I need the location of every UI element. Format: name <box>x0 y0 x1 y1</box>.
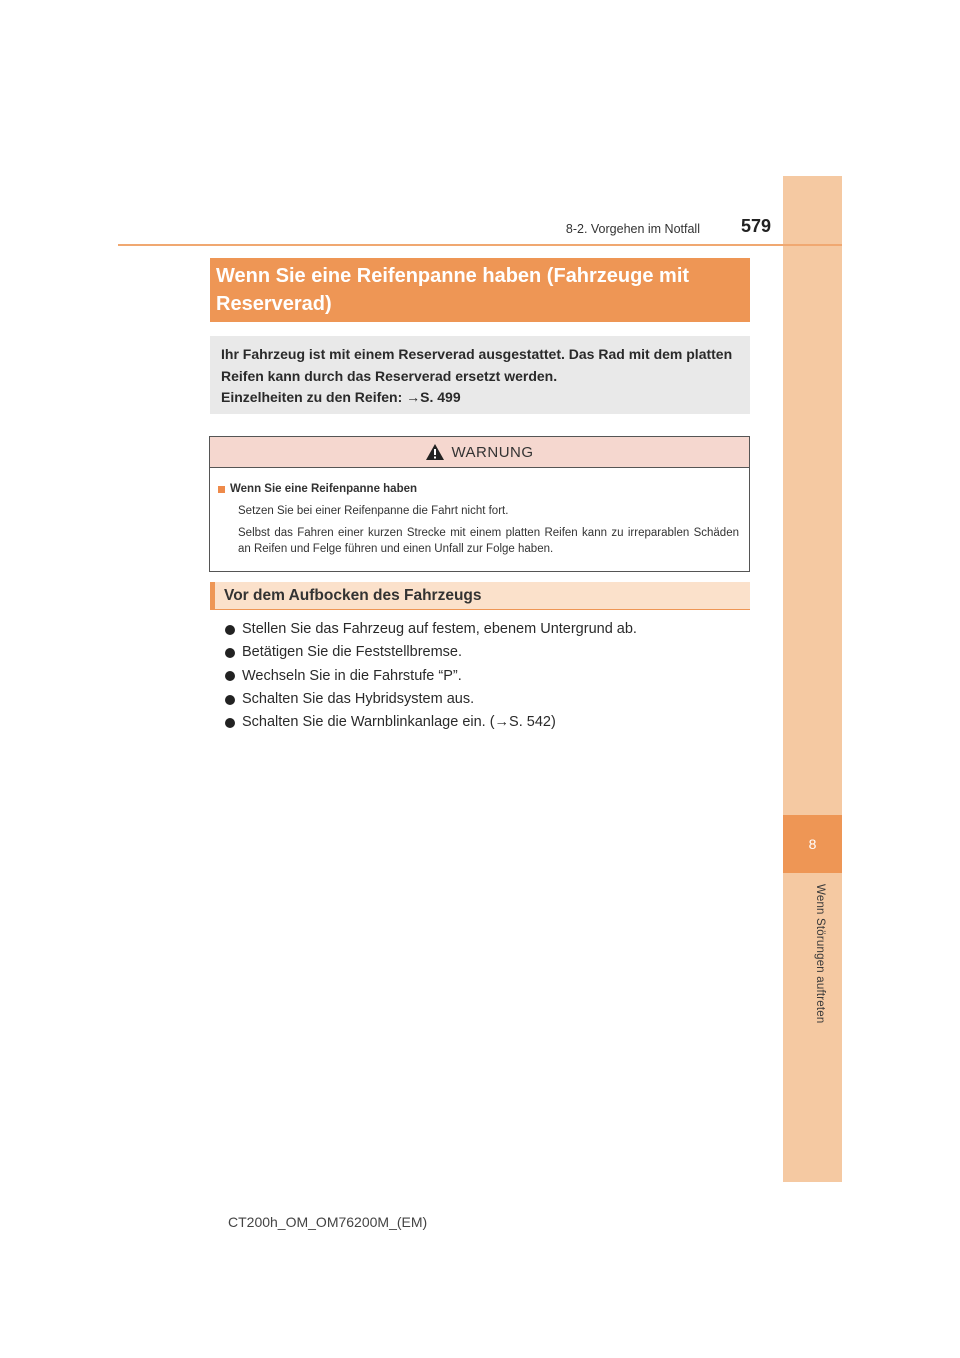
chapter-title: Wenn Störungen auftreten <box>814 884 826 1024</box>
page-number: 579 <box>741 216 772 236</box>
list-item <box>225 618 637 641</box>
intro-line-3 <box>221 387 739 409</box>
list-item-text: Schalten Sie das Hybridsystem aus. <box>242 690 475 707</box>
square-bullet-icon <box>218 486 225 493</box>
section-breadcrumb: 8-2. Vorgehen im Notfall <box>565 222 700 236</box>
list-item <box>225 711 637 734</box>
warning-label: WARNUNG <box>451 443 534 461</box>
bullet-list <box>225 618 637 734</box>
intro-line-1: Ihr Fahrzeug ist mit einem Reserverad ausgestattet. Das Rad mit dem platten <box>221 346 733 362</box>
page-title-line-1: Wenn Sie eine Reifenpanne haben (Fahrzeuge mit <box>216 265 690 287</box>
list-item <box>225 688 637 711</box>
warning-body <box>210 468 749 557</box>
list-item <box>225 665 637 688</box>
intro-line-3-prefix: Einzelheiten zu den Reifen: <box>221 389 407 405</box>
warning-subheading <box>218 481 739 497</box>
page-title-line-2: Reserverad) <box>216 293 332 315</box>
reference-arrow: → <box>406 389 421 405</box>
list-item-text: Betätigen Sie die Feststellbremse. <box>242 644 463 661</box>
page-title <box>210 258 750 322</box>
intro-line-2: Reifen kann durch das Reserverad ersetzt werden. <box>221 367 558 384</box>
list-item-text: Wechseln Sie in die Fahrstufe “P”. <box>242 667 462 684</box>
intro-box <box>210 336 750 414</box>
warning-header <box>210 437 749 468</box>
page-reference-link[interactable]: S. 499 <box>420 389 461 405</box>
section-heading: Vor dem Aufbocken des Fahrzeugs <box>210 582 750 610</box>
warning-box <box>209 436 750 572</box>
warning-triangle-icon <box>425 443 445 461</box>
bullet-dot-icon <box>225 625 235 635</box>
warning-subheading-text: Wenn Sie eine Reifenpanne haben <box>230 483 418 495</box>
list-item-text: Schalten Sie die Warnblinkanlage ein. (→S. 542) <box>242 714 556 731</box>
warning-paragraph-2: Selbst das Fahren einer kurzen Strecke mit einem platten Reifen kann zu irreparablen Schäden an Reifen und Felge führen und einen Unfall zur Folge haben. <box>238 527 739 555</box>
document-code: CT200h_OM_OM76200M_(EM) <box>228 1214 428 1230</box>
header-divider <box>118 244 842 246</box>
bullet-dot-icon <box>225 695 235 705</box>
bullet-dot-icon <box>225 718 235 728</box>
bullet-dot-icon <box>225 648 235 658</box>
chapter-number: 8 <box>783 815 842 873</box>
bullet-dot-icon <box>225 671 235 681</box>
list-item-text: Stellen Sie das Fahrzeug auf festem, ebenem Untergrund ab. <box>242 621 637 637</box>
warning-paragraph-1: Setzen Sie bei einer Reifenpanne die Fahrt nicht fort. <box>238 505 509 517</box>
list-item <box>225 641 637 664</box>
